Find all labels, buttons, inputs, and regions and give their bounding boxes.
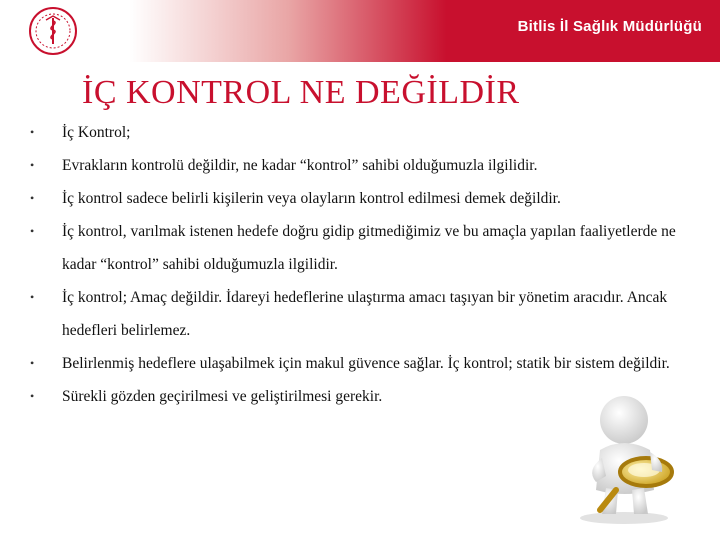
- bullet-text: İç kontrol; Amaç değildir. İdareyi hedeflerine ulaştırma amacı taşıyan bir yönetim aracıdır. Ancak hedefleri belirlemez.: [62, 289, 668, 339]
- bullet-icon: •: [30, 389, 35, 403]
- bullet-text: Belirlenmiş hedeflere ulaşabilmek için makul güvence sağlar. İç kontrol; statik bir sistem değildir.: [62, 355, 670, 372]
- bullet-text: İç Kontrol;: [62, 124, 131, 141]
- bullet-text: İç kontrol, varılmak istenen hedefe doğru gidip gitmediğimiz ve bu amaçla yapılan faaliyetlerde ne kadar “kontrol” sahibi olduğumuzla ilgilidir.: [62, 223, 676, 273]
- bullet-icon: •: [30, 224, 35, 238]
- list-item: [30, 347, 710, 380]
- organization-name: Bitlis İl Sağlık Müdürlüğü: [517, 18, 702, 35]
- bullet-icon: •: [30, 191, 35, 205]
- list-item: [30, 149, 710, 182]
- figure-with-magnifying-glass-icon: [566, 386, 686, 526]
- page-title: İÇ KONTROL NE DEĞİLDİR: [82, 74, 520, 111]
- ministry-of-health-emblem-icon: [28, 6, 78, 56]
- bullet-list: [30, 116, 710, 413]
- bullet-text: Sürekli gözden geçirilmesi ve geliştirilmesi gerekir.: [62, 388, 383, 405]
- bullet-text: İç kontrol sadece belirli kişilerin veya olayların kontrol edilmesi demek değildir.: [62, 190, 561, 207]
- list-item: [30, 116, 710, 149]
- bullet-icon: •: [30, 356, 35, 370]
- bullet-text: Evrakların kontrolü değildir, ne kadar “kontrol” sahibi olduğumuzla ilgilidir.: [62, 157, 538, 174]
- list-item: [30, 182, 710, 215]
- bullet-icon: •: [30, 290, 35, 304]
- list-item: [30, 281, 710, 347]
- bullet-icon: •: [30, 125, 35, 139]
- header-band: [0, 0, 720, 62]
- list-item: [30, 215, 710, 281]
- bullet-icon: •: [30, 158, 35, 172]
